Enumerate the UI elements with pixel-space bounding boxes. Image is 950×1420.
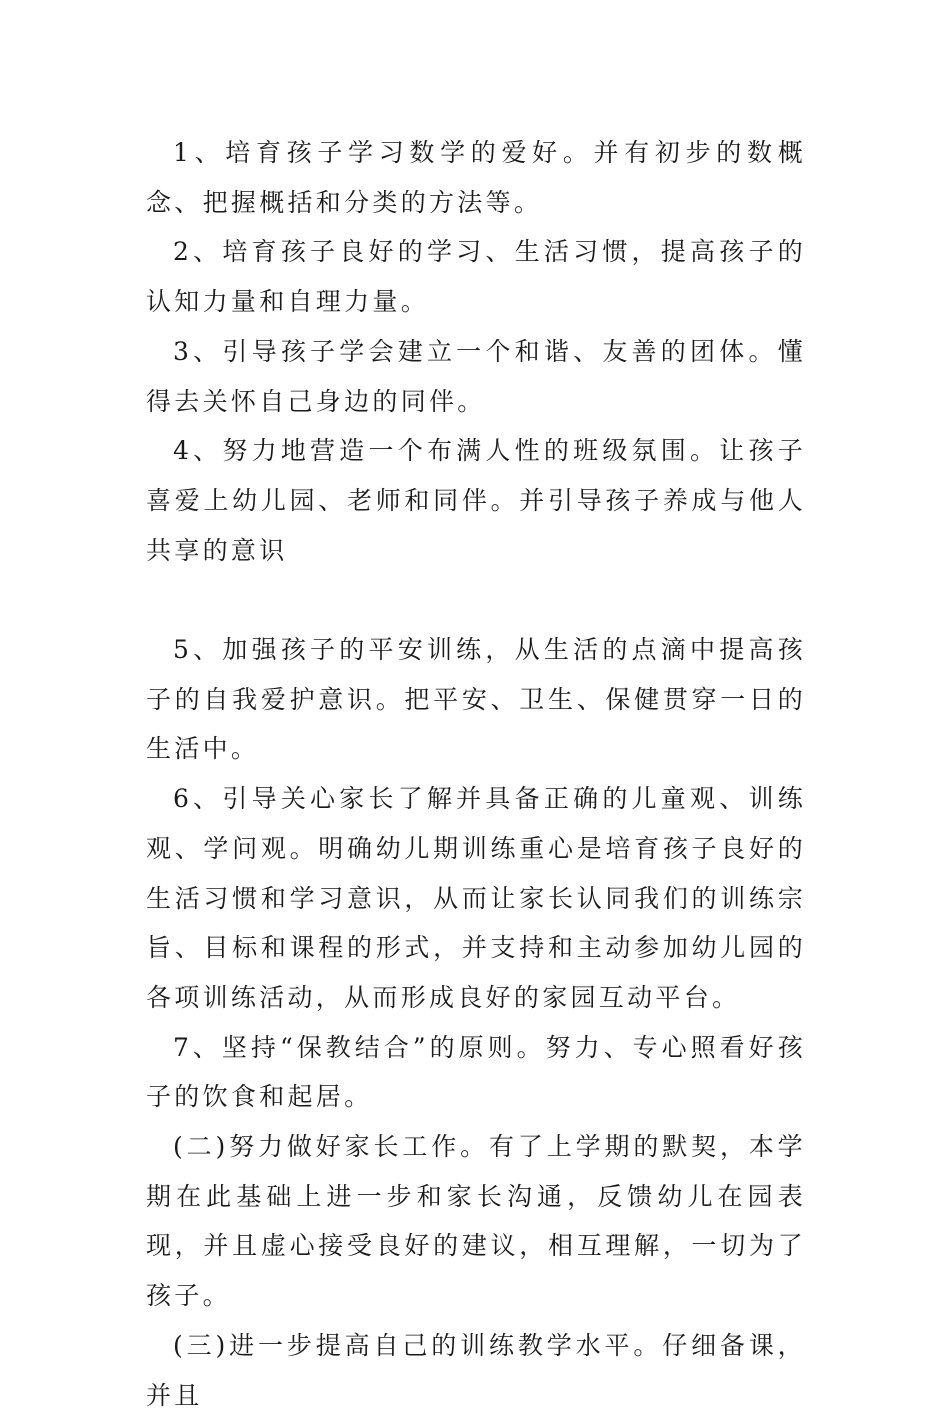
paragraph-gap [146, 575, 806, 625]
paragraph-5: 5、加强孩子的平安训练，从生活的点滴中提高孩子的自我爱护意识。把平安、卫生、保健贯穿一日的生活中。 [146, 635, 806, 764]
paragraph-3: 3、引导孩子学会建立一个和谐、友善的团体。懂得去关怀自己身边的同伴。 [146, 336, 806, 416]
paragraph-8: (二)努力做好家长工作。有了上学期的默契，本学期在此基础上进一步和家长沟通，反馈幼儿在园表现，并且虚心接受良好的建议，相互理解，一切为了孩子。 [146, 1132, 806, 1311]
paragraph-9: (三)进一步提高自己的训练教学水平。仔细备课，并且 [146, 1330, 806, 1410]
paragraph-7: 7、坚持“保教结合”的原则。努力、专心照看好孩子的饮食和起居。 [146, 1032, 806, 1112]
paragraph-2: 2、培育孩子良好的学习、生活习惯，提高孩子的认知力量和自理力量。 [146, 237, 806, 317]
paragraph-4: 4、努力地营造一个布满人性的班级氛围。让孩子喜爱上幼儿园、老师和同伴。并引导孩子养成与他人共享的意识 [146, 436, 806, 565]
document-body [146, 128, 806, 1420]
paragraph-6: 6、引导关心家长了解并具备正确的儿童观、训练观、学问观。明确幼儿期训练重心是培育孩子良好的生活习惯和学习意识，从而让家长认同我们的训练宗旨、目标和课程的形式，并支持和主动参加幼儿园的各项训练活动，从而形成良好的家园互动平台。 [146, 784, 806, 1012]
paragraph-1: 1、培育孩子学习数学的爱好。并有初步的数概念、把握概括和分类的方法等。 [146, 138, 806, 217]
